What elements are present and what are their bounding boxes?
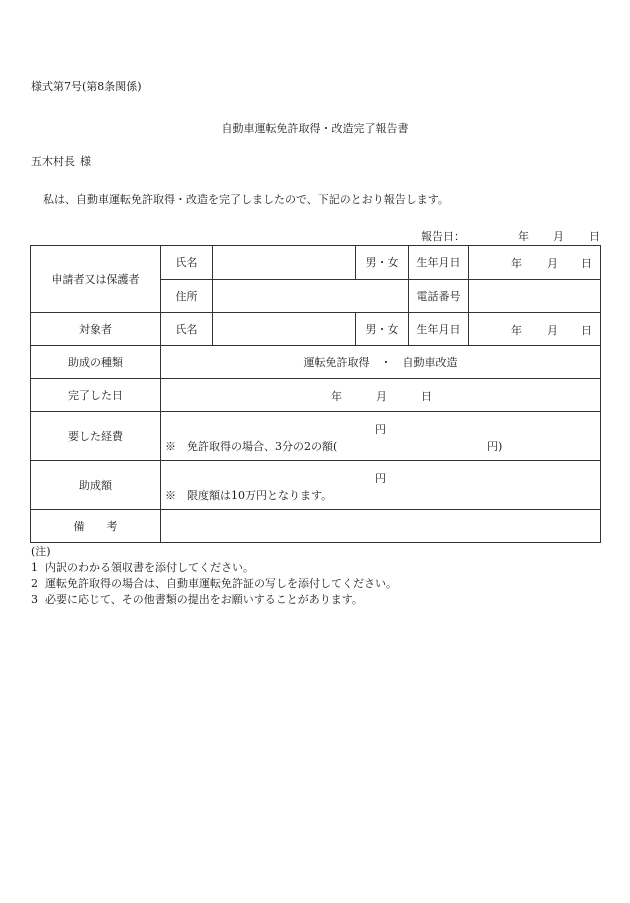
report-date-label: 報告日： bbox=[421, 230, 465, 243]
target-person-label: 対象者 bbox=[31, 313, 161, 346]
intro-text: 私は、自動車運転免許取得・改造を完了しましたので、下記のとおり報告します。 bbox=[43, 193, 449, 206]
applicant-birthdate-label: 生年月日 bbox=[409, 246, 469, 280]
table-row bbox=[31, 246, 601, 280]
expenses-note-close: 円) bbox=[487, 440, 503, 453]
target-birth-month: 月 bbox=[547, 324, 558, 337]
expenses-label: 要した経費 bbox=[31, 412, 161, 461]
note-item: 3 必要に応じて、その他書類の提出をお願いすることがあります。 bbox=[31, 593, 363, 606]
expenses-yen: 円 bbox=[375, 423, 386, 436]
subsidy-amount-label: 助成額 bbox=[31, 461, 161, 510]
report-date-year[interactable]: 年 bbox=[518, 230, 529, 243]
phone-field[interactable] bbox=[469, 279, 601, 313]
table-row bbox=[31, 313, 601, 346]
target-birth-day: 日 bbox=[581, 324, 592, 337]
target-birth-year: 年 bbox=[511, 324, 522, 337]
target-birthdate-label: 生年月日 bbox=[409, 313, 469, 346]
remarks-label: 備 考 bbox=[31, 510, 161, 543]
subsidy-amount-field[interactable] bbox=[161, 461, 601, 510]
applicant-gender-options[interactable]: 男・女 bbox=[356, 246, 409, 280]
completion-date-label: 完了した日 bbox=[31, 379, 161, 412]
applicant-birth-day: 日 bbox=[581, 257, 592, 271]
table-row bbox=[31, 379, 601, 412]
expenses-note-text: ※ 免許取得の場合、3分の2の額( bbox=[165, 440, 338, 453]
addressee-honorific: 様 bbox=[80, 155, 91, 168]
note-item: 2 運転免許取得の場合は、自動車運転免許証の写しを添付してください。 bbox=[31, 577, 397, 590]
table-row bbox=[31, 510, 601, 543]
address-field[interactable] bbox=[213, 279, 409, 313]
addressee: 五木村長 bbox=[31, 155, 75, 168]
remarks-field[interactable] bbox=[161, 510, 601, 543]
note-item: 1 内訳のわかる領収書を添付してください。 bbox=[31, 561, 254, 574]
subsidy-type-options[interactable]: 運転免許取得 ・ 自動車改造 bbox=[161, 346, 601, 379]
report-table bbox=[30, 245, 601, 543]
table-row bbox=[31, 412, 601, 461]
report-date-month[interactable]: 月 bbox=[553, 230, 564, 243]
target-name-label: 氏名 bbox=[161, 313, 213, 346]
document-title: 自動車運転免許取得・改造完了報告書 bbox=[221, 122, 409, 135]
completion-day: 日 bbox=[421, 390, 432, 403]
expenses-field[interactable] bbox=[161, 412, 601, 461]
applicant-birth-year: 年 bbox=[511, 257, 522, 271]
applicant-name-field[interactable] bbox=[213, 246, 356, 280]
notes-header: (注) bbox=[31, 545, 51, 558]
report-date-day[interactable]: 日 bbox=[589, 230, 600, 243]
phone-label: 電話番号 bbox=[409, 279, 469, 313]
applicant-birth-month: 月 bbox=[547, 257, 558, 271]
subsidy-type-label: 助成の種類 bbox=[31, 346, 161, 379]
subsidy-amount-note: ※ 限度額は10万円となります。 bbox=[165, 489, 333, 502]
notes-section bbox=[31, 544, 397, 608]
applicant-birthdate-field[interactable] bbox=[469, 246, 601, 280]
table-row bbox=[31, 461, 601, 510]
applicant-label: 申請者又は保護者 bbox=[31, 246, 161, 313]
table-row bbox=[31, 346, 601, 379]
form-number: 様式第7号(第8条関係) bbox=[31, 80, 142, 93]
target-birthdate-field[interactable] bbox=[469, 313, 601, 346]
completion-date-field[interactable] bbox=[161, 379, 601, 412]
applicant-name-label: 氏名 bbox=[161, 246, 213, 280]
completion-month: 月 bbox=[376, 390, 387, 403]
target-name-field[interactable] bbox=[213, 313, 356, 346]
address-label: 住所 bbox=[161, 279, 213, 313]
expenses-note bbox=[165, 438, 503, 454]
target-gender-options[interactable]: 男・女 bbox=[356, 313, 409, 346]
subsidy-amount-yen: 円 bbox=[375, 472, 386, 485]
completion-year: 年 bbox=[331, 390, 342, 403]
